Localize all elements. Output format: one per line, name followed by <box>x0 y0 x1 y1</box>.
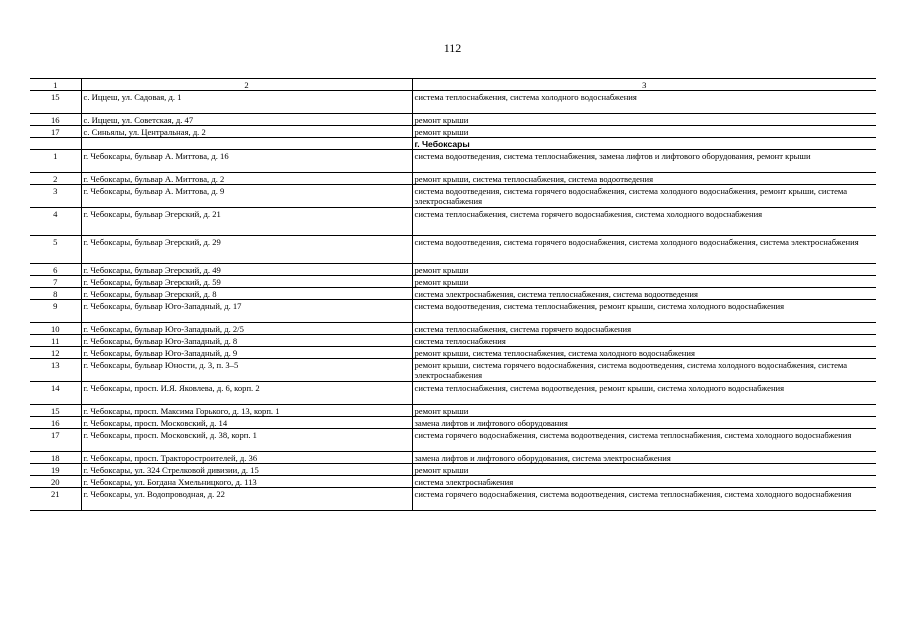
header-col-3: 3 <box>412 79 876 91</box>
row-number: 18 <box>30 452 81 464</box>
row-works: ремонт крыши, система теплоснабжения, система холодного водоснабжения <box>412 347 876 359</box>
row-address: г. Чебоксары, просп. Тракторостроителей, д. 36 <box>81 452 412 464</box>
row-works: система теплоснабжения <box>412 335 876 347</box>
row-address: с. Иццеш, ул. Советская, д. 47 <box>81 114 412 126</box>
row-address: г. Чебоксары, бульвар Эгерский, д. 59 <box>81 276 412 288</box>
row-works: система теплоснабжения, система водоотведения, ремонт крыши, система холодного водоснабжения <box>412 382 876 405</box>
row-number: 13 <box>30 359 81 382</box>
row-address: г. Чебоксары, ул. Богдана Хмельницкого, д. 113 <box>81 476 412 488</box>
row-address: г. Чебоксары, бульвар Эгерский, д. 21 <box>81 208 412 236</box>
table-row <box>30 126 876 138</box>
row-number: 2 <box>30 173 81 185</box>
row-works: система теплоснабжения, система горячего водоснабжения, система холодного водоснабжения <box>412 208 876 236</box>
table-row <box>30 114 876 126</box>
row-address: г. Чебоксары, просп. Московский, д. 14 <box>81 417 412 429</box>
row-works: система водоотведения, система теплоснабжения, ремонт крыши, система холодного водоснабжения <box>412 300 876 323</box>
table-row <box>30 476 876 488</box>
table-row <box>30 323 876 335</box>
row-address: г. Чебоксары, бульвар А. Миттова, д. 2 <box>81 173 412 185</box>
table-row <box>30 382 876 405</box>
row-address: г. Чебоксары, ул. 324 Стрелковой дивизии, д. 15 <box>81 464 412 476</box>
row-works: система водоотведения, система теплоснабжения, замена лифтов и лифтового оборудования, ремонт крыши <box>412 150 876 173</box>
row-number: 1 <box>30 150 81 173</box>
row-address: г. Чебоксары, просп. И.Я. Яковлева, д. 6, корп. 2 <box>81 382 412 405</box>
table-row <box>30 464 876 476</box>
row-address: г. Чебоксары, просп. Максима Горького, д. 13, корп. 1 <box>81 405 412 417</box>
row-address: с. Иццеш, ул. Садовая, д. 1 <box>81 91 412 114</box>
row-works: система горячего водоснабжения, система водоотведения, система теплоснабжения, система холодного водоснабжения <box>412 488 876 511</box>
row-address: с. Синьялы, ул. Центральная, д. 2 <box>81 126 412 138</box>
table-row <box>30 91 876 114</box>
row-number: 9 <box>30 300 81 323</box>
table-row <box>30 417 876 429</box>
row-works: система водоотведения, система горячего водоснабжения, система холодного водоснабжения, система электроснабжения <box>412 236 876 264</box>
row-works: ремонт крыши <box>412 464 876 476</box>
row-works: ремонт крыши, система горячего водоснабжения, система водоотведения, система холодного водоснабжения, система электроснабжения <box>412 359 876 382</box>
row-address: г. Чебоксары, бульвар Эгерский, д. 8 <box>81 288 412 300</box>
row-works: замена лифтов и лифтового оборудования <box>412 417 876 429</box>
table-row <box>30 173 876 185</box>
row-works: ремонт крыши <box>412 264 876 276</box>
row-address: г. Чебоксары, бульвар Юго-Западный, д. 9 <box>81 347 412 359</box>
repair-table <box>30 78 876 511</box>
row-number: 20 <box>30 476 81 488</box>
table-row <box>30 488 876 511</box>
row-address: г. Чебоксары, ул. Водопроводная, д. 22 <box>81 488 412 511</box>
row-number: 12 <box>30 347 81 359</box>
row-number: 6 <box>30 264 81 276</box>
row-number: 4 <box>30 208 81 236</box>
table-row <box>30 300 876 323</box>
row-works: замена лифтов и лифтового оборудования, система электроснабжения <box>412 452 876 464</box>
table-row <box>30 335 876 347</box>
table-row <box>30 359 876 382</box>
row-number: 15 <box>30 405 81 417</box>
row-works: система электроснабжения, система теплоснабжения, система водоотведения <box>412 288 876 300</box>
row-number: 16 <box>30 114 81 126</box>
section-title: г. Чебоксары <box>412 138 876 150</box>
row-works: система горячего водоснабжения, система водоотведения, система теплоснабжения, система холодного водоснабжения <box>412 429 876 452</box>
table-row <box>30 429 876 452</box>
row-works: система теплоснабжения, система горячего водоснабжения <box>412 323 876 335</box>
table-row <box>30 276 876 288</box>
row-number: 3 <box>30 185 81 208</box>
row-number: 17 <box>30 429 81 452</box>
row-number: 15 <box>30 91 81 114</box>
header-col-1: 1 <box>30 79 81 91</box>
row-number: 21 <box>30 488 81 511</box>
table-row <box>30 150 876 173</box>
row-works: ремонт крыши <box>412 126 876 138</box>
row-address: г. Чебоксары, бульвар А. Миттова, д. 9 <box>81 185 412 208</box>
row-number: 10 <box>30 323 81 335</box>
row-works: ремонт крыши <box>412 276 876 288</box>
row-address: г. Чебоксары, бульвар Юности, д. 3, п. 3–5 <box>81 359 412 382</box>
row-address: г. Чебоксары, бульвар Юго-Западный, д. 17 <box>81 300 412 323</box>
row-address: г. Чебоксары, бульвар Эгерский, д. 49 <box>81 264 412 276</box>
header-col-2: 2 <box>81 79 412 91</box>
section-empty-cell <box>30 138 81 150</box>
table-row <box>30 264 876 276</box>
table-row <box>30 452 876 464</box>
row-address: г. Чебоксары, бульвар Юго-Западный, д. 2/5 <box>81 323 412 335</box>
row-number: 19 <box>30 464 81 476</box>
row-number: 14 <box>30 382 81 405</box>
table-row <box>30 288 876 300</box>
row-works: система электроснабжения <box>412 476 876 488</box>
row-works: ремонт крыши <box>412 114 876 126</box>
row-number: 5 <box>30 236 81 264</box>
table-row <box>30 405 876 417</box>
table-row <box>30 208 876 236</box>
row-address: г. Чебоксары, бульвар А. Миттова, д. 16 <box>81 150 412 173</box>
row-number: 16 <box>30 417 81 429</box>
row-works: ремонт крыши <box>412 405 876 417</box>
row-address: г. Чебоксары, бульвар Юго-Западный, д. 8 <box>81 335 412 347</box>
table-row <box>30 347 876 359</box>
table-header-row <box>30 79 876 91</box>
row-address: г. Чебоксары, просп. Московский, д. 38, корп. 1 <box>81 429 412 452</box>
page-number: 112 <box>443 41 462 55</box>
table-row <box>30 236 876 264</box>
row-address: г. Чебоксары, бульвар Эгерский, д. 29 <box>81 236 412 264</box>
row-number: 8 <box>30 288 81 300</box>
row-works: система теплоснабжения, система холодного водоснабжения <box>412 91 876 114</box>
row-number: 11 <box>30 335 81 347</box>
row-works: ремонт крыши, система теплоснабжения, система водоотведения <box>412 173 876 185</box>
section-empty-cell <box>81 138 412 150</box>
row-number: 7 <box>30 276 81 288</box>
section-row <box>30 138 876 150</box>
table-row <box>30 185 876 208</box>
row-works: система водоотведения, система горячего водоснабжения, система холодного водоснабжения, ремонт крыши, система электроснабжения <box>412 185 876 208</box>
row-number: 17 <box>30 126 81 138</box>
